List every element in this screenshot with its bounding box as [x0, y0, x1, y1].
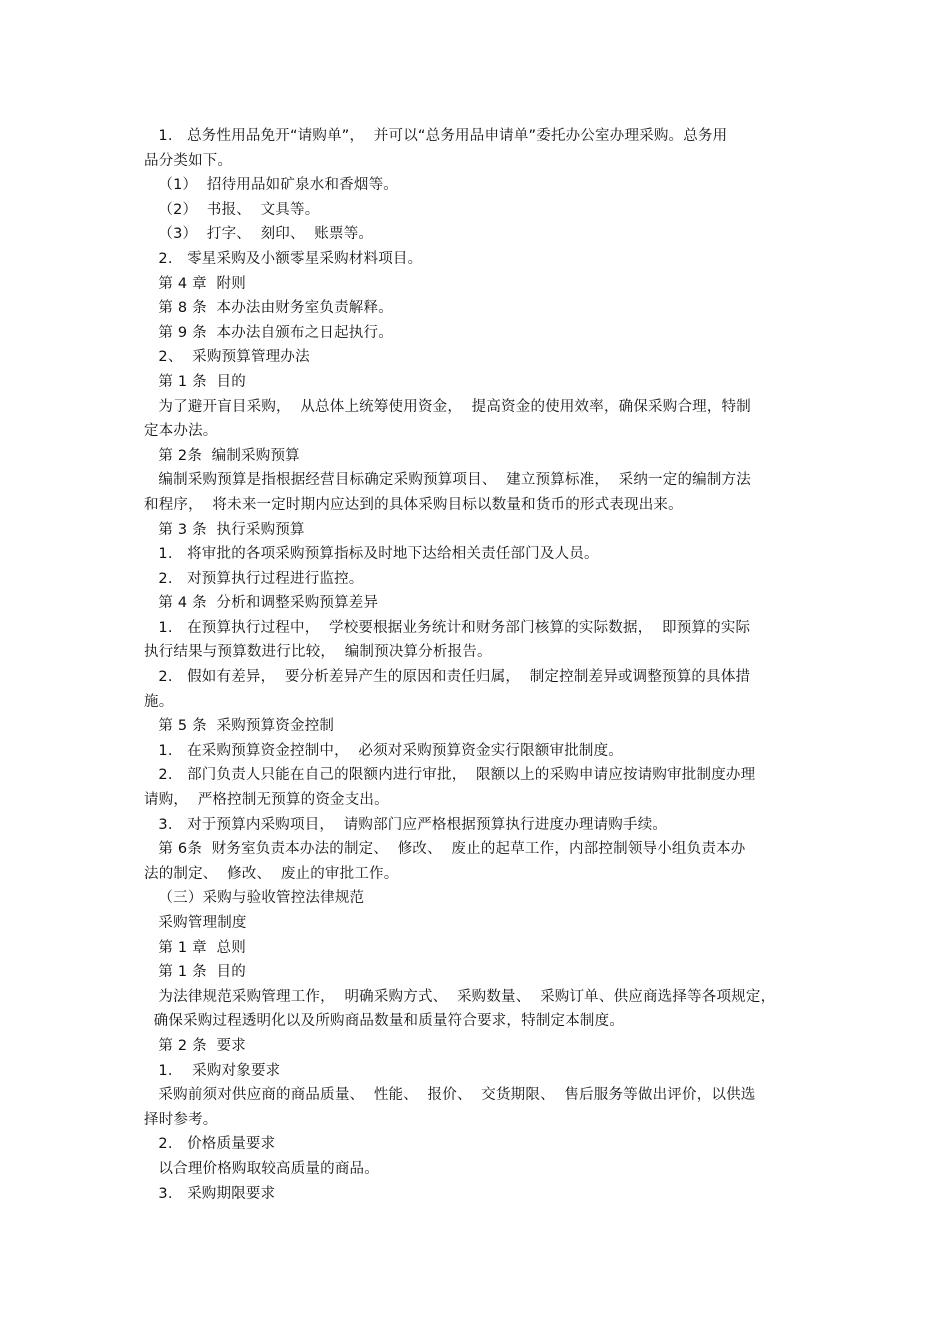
text-line: 确保采购过程透明化以及所购商品数量和质量符合要求，特制定本制度。 — [144, 1013, 625, 1030]
document-body — [144, 124, 824, 1206]
text-line: 第 1 章 总则 — [144, 939, 246, 956]
text-line: 2. 假如有差异， 要分析差异产生的原因和责任归属， 制定控制差异或调整预算的具体措 — [144, 669, 751, 686]
text-line: 第 6条 财务室负责本办法的制定、 修改、 废止的起草工作，内部控制领导小组负责本办 — [144, 841, 746, 858]
text-line: 第 3 条 执行采购预算 — [144, 521, 305, 538]
text-line: 第 4 条 分析和调整采购预算差异 — [144, 595, 379, 612]
text-line: 1. 在采购预算资金控制中， 必须对采购预算资金实行限额审批制度。 — [144, 742, 624, 759]
text-line: 择时参考。 — [144, 1111, 218, 1128]
text-line: 第 8 条 本办法由财务室负责解释。 — [144, 300, 393, 317]
text-line: 执行结果与预算数进行比较， 编制预决算分析报告。 — [144, 644, 492, 661]
text-line: （1） 招待用品如矿泉水和香烟等。 — [144, 177, 398, 194]
text-line: 3. 对于预算内采购项目， 请购部门应严格根据预算执行进度办理请购手续。 — [144, 816, 668, 833]
text-line: 定本办法。 — [144, 423, 218, 440]
text-line: 2. 对预算执行过程进行监控。 — [144, 570, 364, 587]
text-line: 3. 采购期限要求 — [144, 1185, 276, 1202]
text-line: 第 2 条 要求 — [144, 1037, 246, 1054]
text-line: 为法律规范采购管理工作， 明确采购方式、 采购数量、 采购订单、供应商选择等各项规定， — [144, 988, 776, 1005]
text-line: 第 9 条 本办法自颁布之日起执行。 — [144, 324, 393, 341]
text-line: 请购， 严格控制无预算的资金支出。 — [144, 792, 389, 809]
text-line: 1． 采购对象要求 — [144, 1062, 281, 1079]
text-line: 采购前须对供应商的商品质量、 性能、 报价、 交货期限、 售后服务等做出评价，以供选 — [144, 1087, 756, 1104]
text-line: （三）采购与验收管控法律规范 — [144, 890, 365, 907]
text-line: 2、 采购预算管理办法 — [144, 349, 310, 366]
text-line: 2. 零星采购及小额零星采购材料项目。 — [144, 250, 423, 267]
text-line: 采购管理制度 — [144, 915, 247, 931]
text-line: （2） 书报、 文具等。 — [144, 201, 320, 218]
text-line: 法的制定、 修改、 废止的审批工作。 — [144, 865, 399, 882]
text-line: 品分类如下。 — [144, 152, 233, 169]
text-line: 2. 部门负责人只能在自己的限额内进行审批， 限额以上的采购申请应按请购审批制度办理 — [144, 767, 756, 784]
text-line: 2. 价格质量要求 — [144, 1136, 276, 1153]
text-line: 第 2条 编制采购预算 — [144, 447, 300, 464]
text-line: 第 5 条 采购预算资金控制 — [144, 718, 335, 735]
text-line: 和程序， 将未来一定时期内应达到的具体采购目标以数量和货币的形式表现出来。 — [144, 496, 683, 513]
text-line: 第 1 条 目的 — [144, 373, 246, 390]
text-line: 1. 在预算执行过程中， 学校要根据业务统计和财务部门核算的实际数据， 即预算的实际 — [144, 619, 751, 636]
text-line: 第 4 章 附则 — [144, 275, 246, 292]
text-line: 施。 — [144, 693, 174, 710]
text-line: 以合理价格购取较高质量的商品。 — [144, 1160, 379, 1177]
text-line: （3） 打字、 刻印、 账票等。 — [144, 226, 374, 243]
text-line: 编制采购预算是指根据经营目标确定采购预算项目、 建立预算标准， 采纳一定的编制方法 — [144, 472, 751, 489]
text-line: 1. 总务性用品免开“请购单”， 并可以“总务用品申请单”委托办公室办理采购。总务用 — [144, 128, 728, 144]
text-line: 为了避开盲目采购， 从总体上统筹使用资金， 提高资金的使用效率，确保采购合理，特制 — [144, 398, 751, 415]
text-line: 1. 将审批的各项采购预算指标及时地下达给相关责任部门及人员。 — [144, 546, 599, 563]
text-line: 第 1 条 目的 — [144, 964, 246, 981]
